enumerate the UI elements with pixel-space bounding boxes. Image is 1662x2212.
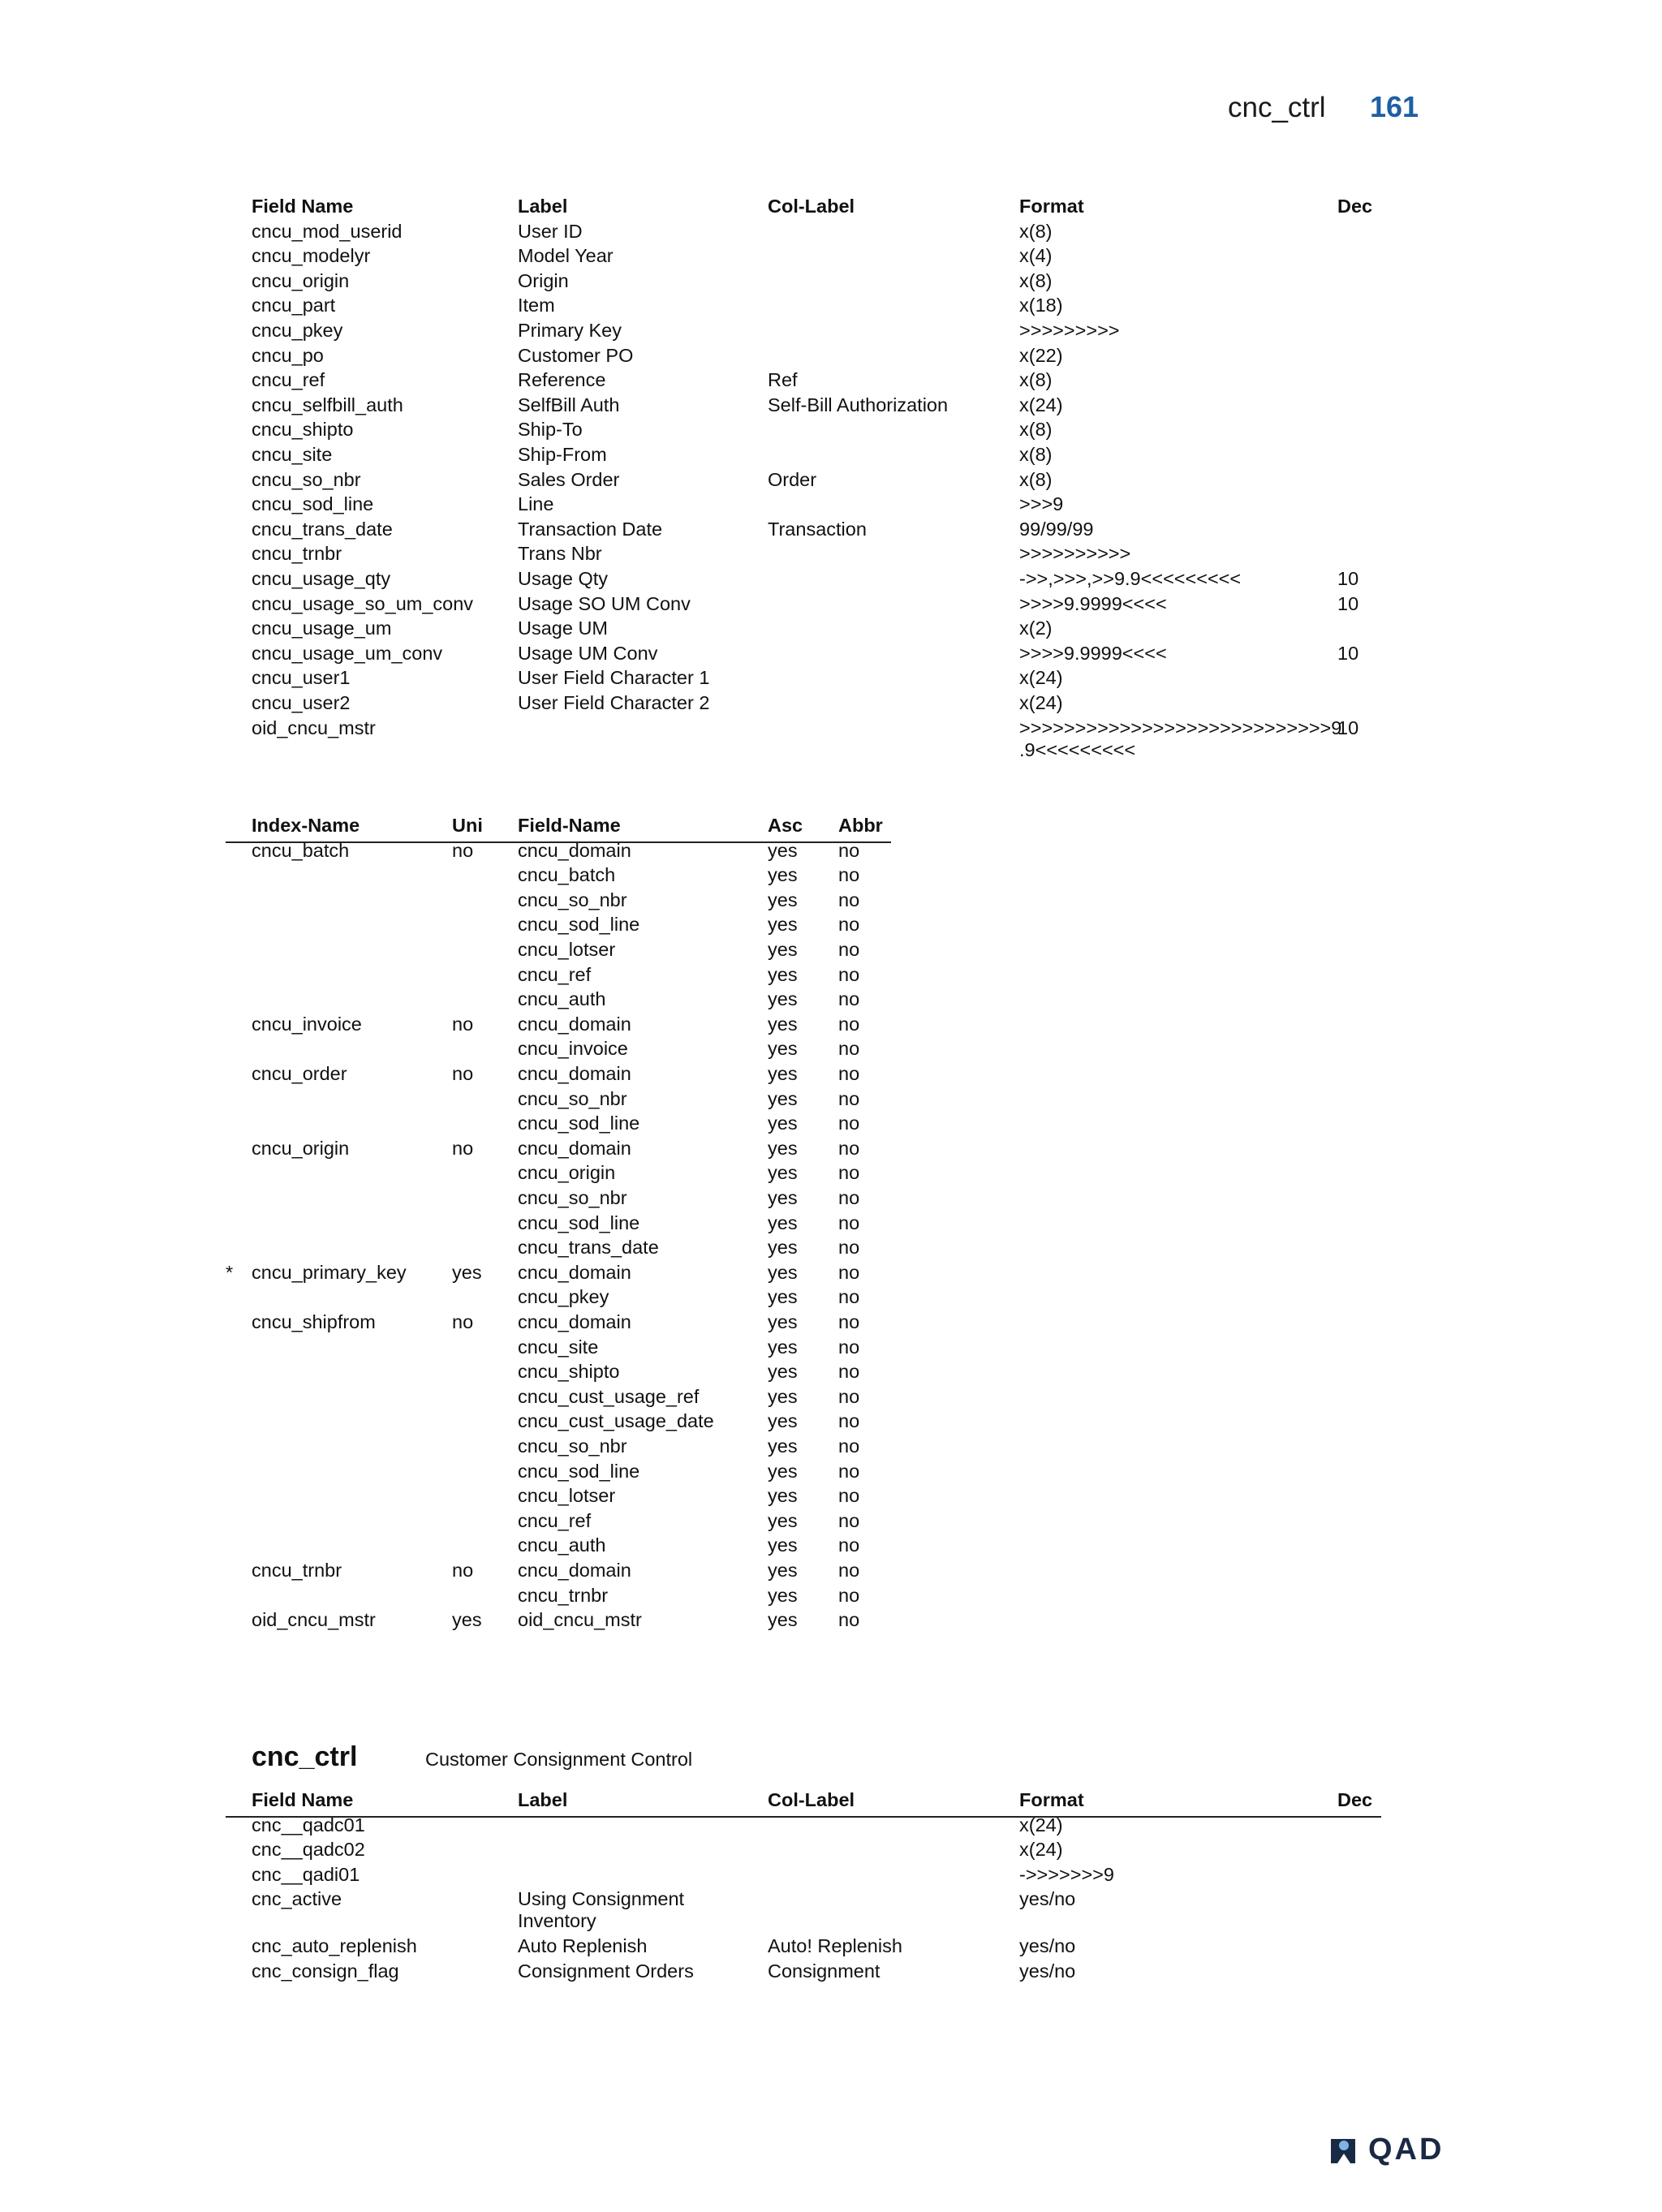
cell-format: x(4) <box>1019 245 1053 267</box>
cell-label: User ID <box>518 220 583 242</box>
cell-format: >>>>>>>>>>>>>>>>>>>>>>>>>>>>9 <box>1019 717 1342 738</box>
cell-field: cncu_trans_date <box>252 518 393 540</box>
index-cell-field: cncu_so_nbr <box>518 1435 627 1457</box>
cell-label: Sales Order <box>518 468 620 490</box>
index-cell-asc: yes <box>768 1112 798 1134</box>
index-cell-abbr: no <box>838 1013 860 1035</box>
index-cell-field: cncu_domain <box>518 1261 631 1283</box>
cnc-cell-format: ->>>>>>>9 <box>1019 1863 1114 1885</box>
cell-format: x(24) <box>1019 692 1063 713</box>
page-number: 161 <box>1370 90 1419 123</box>
cell-col-label: Transaction <box>768 518 867 540</box>
index-cell-abbr: no <box>838 1385 860 1407</box>
index-cell-abbr: no <box>838 1435 860 1457</box>
index-cell-abbr: no <box>838 1410 860 1432</box>
cell-format: x(8) <box>1019 468 1053 490</box>
cnc-cell-col-label: Auto! Replenish <box>768 1935 902 1956</box>
index-cell-field: cncu_so_nbr <box>518 1087 627 1109</box>
cnc-header-field: Field Name <box>252 1789 354 1810</box>
cell-label: Item <box>518 295 555 316</box>
index-cell-field: cncu_domain <box>518 1137 631 1159</box>
cell-dec: 10 <box>1337 717 1359 738</box>
cell-format: 99/99/99 <box>1019 518 1094 540</box>
index-cell-asc: yes <box>768 963 798 985</box>
cell-format: x(8) <box>1019 220 1053 242</box>
index-cell-index: cncu_origin <box>252 1137 350 1159</box>
cell-label: Customer PO <box>518 344 634 366</box>
index-cell-field: cncu_invoice <box>518 1038 628 1060</box>
cell-label: Primary Key <box>518 320 622 341</box>
index-cell-asc: yes <box>768 864 798 886</box>
index-cell-field: cncu_cust_usage_date <box>518 1410 714 1432</box>
cell-label: Line <box>518 493 554 515</box>
cell-format: >>>>9.9999<<<< <box>1019 642 1167 664</box>
index-cell-uni: no <box>452 1311 474 1332</box>
index-cell-abbr: no <box>838 1485 860 1507</box>
index-cell-asc: yes <box>768 1435 798 1457</box>
index-cell-asc: yes <box>768 889 798 910</box>
index-cell-field: cncu_lotser <box>518 939 616 960</box>
index-cell-asc: yes <box>768 1261 798 1283</box>
cell-field: cncu_mod_userid <box>252 220 403 242</box>
cell-label: SelfBill Auth <box>518 394 620 415</box>
cell-field: cncu_sod_line <box>252 493 374 515</box>
cell-format: x(24) <box>1019 667 1063 689</box>
cell-label: Origin <box>518 269 569 291</box>
index-cell-abbr: no <box>838 1038 860 1060</box>
cell-field: cncu_trnbr <box>252 543 342 565</box>
index-cell-abbr: no <box>838 1311 860 1332</box>
index-cell-field: cncu_origin <box>518 1162 616 1184</box>
cnc-header-rule <box>226 1816 1381 1818</box>
index-cell-uni: no <box>452 1560 474 1581</box>
index-cell-abbr: no <box>838 1361 860 1383</box>
index-cell-abbr: no <box>838 1534 860 1556</box>
index-cell-abbr: no <box>838 1211 860 1233</box>
index-cell-index: oid_cncu_mstr <box>252 1609 376 1631</box>
index-cell-asc: yes <box>768 1013 798 1035</box>
index-cell-abbr: no <box>838 914 860 936</box>
cell-col-label: Order <box>768 468 817 490</box>
index-cell-abbr: no <box>838 839 860 861</box>
index-cell-asc: yes <box>768 1485 798 1507</box>
index-cell-index: cncu_shipfrom <box>252 1311 376 1332</box>
cell-format: x(8) <box>1019 369 1053 391</box>
index-cell-asc: yes <box>768 1087 798 1109</box>
cell-format: x(22) <box>1019 344 1063 366</box>
index-cell-field: cncu_sod_line <box>518 1112 640 1134</box>
cnc-header-label: Label <box>518 1789 568 1810</box>
index-cell-asc: yes <box>768 1534 798 1556</box>
index-cell-abbr: no <box>838 1584 860 1606</box>
index-cell-asc: yes <box>768 1385 798 1407</box>
cell-format-continued: .9<<<<<<<<< <box>1019 738 1136 760</box>
index-cell-field: oid_cncu_mstr <box>518 1609 642 1631</box>
index-cell-asc: yes <box>768 1187 798 1208</box>
cell-col-label: Self-Bill Authorization <box>768 394 949 415</box>
index-cell-index: cncu_primary_key <box>252 1261 407 1283</box>
cnc-cell-field: cnc__qadc02 <box>252 1839 365 1861</box>
cell-format: x(24) <box>1019 394 1063 415</box>
header-label: Label <box>518 196 568 217</box>
index-header-abbr: Abbr <box>838 815 883 836</box>
index-cell-field: cncu_sod_line <box>518 914 640 936</box>
index-cell-field: cncu_sod_line <box>518 1460 640 1482</box>
header-format: Format <box>1019 196 1084 217</box>
qad-logo-text: QAD <box>1368 2132 1445 2167</box>
index-cell-abbr: no <box>838 1063 860 1084</box>
index-cell-field: cncu_pkey <box>518 1286 609 1308</box>
index-cell-abbr: no <box>838 864 860 886</box>
index-cell-asc: yes <box>768 1609 798 1631</box>
index-cell-asc: yes <box>768 914 798 936</box>
index-cell-field: cncu_domain <box>518 1013 631 1035</box>
index-cell-abbr: no <box>838 1336 860 1358</box>
cnc-cell-format: yes/no <box>1019 1935 1076 1956</box>
cnc-cell-field: cnc_consign_flag <box>252 1960 399 1982</box>
index-cell-asc: yes <box>768 1211 798 1233</box>
index-cell-field: cncu_trnbr <box>518 1584 609 1606</box>
cell-dec: 10 <box>1337 592 1359 614</box>
cell-label: Usage UM Conv <box>518 642 658 664</box>
cell-label: User Field Character 1 <box>518 667 710 689</box>
cnc-cell-col-label: Consignment <box>768 1960 881 1982</box>
cell-format: x(8) <box>1019 444 1053 465</box>
index-cell-asc: yes <box>768 1361 798 1383</box>
index-cell-field: cncu_so_nbr <box>518 889 627 910</box>
index-cell-index: cncu_order <box>252 1063 347 1084</box>
cell-field: oid_cncu_mstr <box>252 717 376 738</box>
index-header-index: Index-Name <box>252 815 360 836</box>
index-cell-uni: no <box>452 1137 474 1159</box>
cnc-header-format: Format <box>1019 1789 1084 1810</box>
cnc-cell-format: x(24) <box>1019 1839 1063 1861</box>
cell-format: >>>>>>>>> <box>1019 320 1120 341</box>
index-cell-asc: yes <box>768 1460 798 1482</box>
cell-field: cncu_site <box>252 444 333 465</box>
index-cell-abbr: no <box>838 1609 860 1631</box>
cell-field: cncu_origin <box>252 269 350 291</box>
cnc-cell-label-continued: Inventory <box>518 1910 596 1932</box>
index-cell-asc: yes <box>768 1584 798 1606</box>
index-cell-asc: yes <box>768 1311 798 1332</box>
cell-label: Ship-To <box>518 419 583 441</box>
cell-label: User Field Character 2 <box>518 692 710 713</box>
cnc-cell-field: cnc_active <box>252 1888 342 1910</box>
cell-format: ->>,>>>,>>9.9<<<<<<<<< <box>1019 568 1242 589</box>
cnc-cell-field: cnc__qadc01 <box>252 1814 365 1835</box>
index-cell-abbr: no <box>838 1509 860 1531</box>
cell-label: Transaction Date <box>518 518 663 540</box>
header-dec: Dec <box>1337 196 1373 217</box>
qad-logo <box>1329 2132 1447 2167</box>
cell-format: x(2) <box>1019 618 1053 639</box>
cell-label: Model Year <box>518 245 614 267</box>
index-cell-index: cncu_trnbr <box>252 1560 342 1581</box>
index-cell-field: cncu_domain <box>518 1560 631 1581</box>
cell-format: x(8) <box>1019 269 1053 291</box>
index-cell-asc: yes <box>768 1137 798 1159</box>
index-header-asc: Asc <box>768 815 803 836</box>
page-header-title: cnc_ctrl <box>1228 92 1326 123</box>
cell-format: >>>9 <box>1019 493 1064 515</box>
cell-field: cncu_so_nbr <box>252 468 361 490</box>
cell-label: Usage Qty <box>518 568 609 589</box>
index-cell-abbr: no <box>838 889 860 910</box>
index-cell-abbr: no <box>838 1087 860 1109</box>
index-cell-field: cncu_domain <box>518 1063 631 1084</box>
index-cell-asc: yes <box>768 1063 798 1084</box>
index-cell-abbr: no <box>838 963 860 985</box>
cell-col-label: Ref <box>768 369 798 391</box>
cell-field: cncu_usage_um_conv <box>252 642 443 664</box>
cell-format: x(18) <box>1019 295 1063 316</box>
index-cell-asc: yes <box>768 1336 798 1358</box>
primary-index-marker: * <box>226 1261 234 1283</box>
cell-label: Usage SO UM Conv <box>518 592 691 614</box>
index-cell-field: cncu_lotser <box>518 1485 616 1507</box>
index-cell-field: cncu_site <box>518 1336 599 1358</box>
cnc-cell-format: yes/no <box>1019 1888 1076 1910</box>
cell-field: cncu_pkey <box>252 320 343 341</box>
cell-format: x(8) <box>1019 419 1053 441</box>
cell-field: cncu_usage_so_um_conv <box>252 592 474 614</box>
index-cell-abbr: no <box>838 1137 860 1159</box>
index-cell-field: cncu_auth <box>518 988 606 1010</box>
index-cell-asc: yes <box>768 1162 798 1184</box>
index-cell-field: cncu_domain <box>518 1311 631 1332</box>
index-cell-uni: no <box>452 839 474 861</box>
header-field: Field Name <box>252 196 354 217</box>
index-cell-asc: yes <box>768 1286 798 1308</box>
index-cell-field: cncu_shipto <box>518 1361 620 1383</box>
index-cell-index: cncu_batch <box>252 839 350 861</box>
cell-field: cncu_part <box>252 295 336 316</box>
cell-field: cncu_user2 <box>252 692 351 713</box>
index-cell-index: cncu_invoice <box>252 1013 362 1035</box>
cell-field: cncu_shipto <box>252 419 354 441</box>
cell-field: cncu_user1 <box>252 667 351 689</box>
cnc-cell-label: Auto Replenish <box>518 1935 648 1956</box>
cnc-cell-format: x(24) <box>1019 1814 1063 1835</box>
index-cell-field: cncu_ref <box>518 963 592 985</box>
index-cell-abbr: no <box>838 1162 860 1184</box>
index-cell-asc: yes <box>768 1560 798 1581</box>
index-cell-abbr: no <box>838 1460 860 1482</box>
index-cell-asc: yes <box>768 1038 798 1060</box>
index-cell-uni: no <box>452 1063 474 1084</box>
cell-label: Ship-From <box>518 444 607 465</box>
index-cell-abbr: no <box>838 1261 860 1283</box>
index-header-uni: Uni <box>452 815 483 836</box>
index-cell-abbr: no <box>838 1286 860 1308</box>
cell-label: Reference <box>518 369 606 391</box>
cell-dec: 10 <box>1337 642 1359 664</box>
index-cell-asc: yes <box>768 1237 798 1259</box>
cell-field: cncu_ref <box>252 369 325 391</box>
index-cell-abbr: no <box>838 939 860 960</box>
index-cell-abbr: no <box>838 988 860 1010</box>
header-col-label: Col-Label <box>768 196 855 217</box>
cnc-header-col-label: Col-Label <box>768 1789 855 1810</box>
section-description: Customer Consignment Control <box>425 1749 693 1770</box>
index-cell-asc: yes <box>768 1410 798 1432</box>
cnc-cell-format: yes/no <box>1019 1960 1076 1982</box>
cell-format: >>>>9.9999<<<< <box>1019 592 1167 614</box>
cnc-cell-label: Using Consignment <box>518 1888 685 1910</box>
index-cell-abbr: no <box>838 1560 860 1581</box>
index-cell-asc: yes <box>768 939 798 960</box>
index-cell-abbr: no <box>838 1112 860 1134</box>
index-cell-asc: yes <box>768 1509 798 1531</box>
cell-field: cncu_usage_qty <box>252 568 391 589</box>
index-cell-field: cncu_batch <box>518 864 616 886</box>
index-cell-field: cncu_trans_date <box>518 1237 659 1259</box>
index-cell-abbr: no <box>838 1187 860 1208</box>
index-cell-uni: yes <box>452 1261 482 1283</box>
cell-label: Usage UM <box>518 618 609 639</box>
cell-field: cncu_usage_um <box>252 618 392 639</box>
index-cell-field: cncu_sod_line <box>518 1211 640 1233</box>
index-cell-field: cncu_auth <box>518 1534 606 1556</box>
index-cell-uni: no <box>452 1013 474 1035</box>
index-cell-abbr: no <box>838 1237 860 1259</box>
index-cell-uni: yes <box>452 1609 482 1631</box>
cell-field: cncu_selfbill_auth <box>252 394 403 415</box>
index-cell-asc: yes <box>768 988 798 1010</box>
index-cell-asc: yes <box>768 839 798 861</box>
cnc-header-dec: Dec <box>1337 1789 1373 1810</box>
index-cell-field: cncu_cust_usage_ref <box>518 1385 700 1407</box>
index-cell-field: cncu_ref <box>518 1509 592 1531</box>
cell-dec: 10 <box>1337 568 1359 589</box>
index-cell-field: cncu_so_nbr <box>518 1187 627 1208</box>
cell-field: cncu_modelyr <box>252 245 371 267</box>
cell-label: Trans Nbr <box>518 543 602 565</box>
section-title: cnc_ctrl <box>252 1741 358 1772</box>
cnc-cell-label: Consignment Orders <box>518 1960 694 1982</box>
cnc-cell-field: cnc_auto_replenish <box>252 1935 417 1956</box>
index-header-field: Field-Name <box>518 815 621 836</box>
cell-field: cncu_po <box>252 344 324 366</box>
cell-format: >>>>>>>>>> <box>1019 543 1131 565</box>
cnc-cell-field: cnc__qadi01 <box>252 1863 360 1885</box>
index-cell-field: cncu_domain <box>518 839 631 861</box>
